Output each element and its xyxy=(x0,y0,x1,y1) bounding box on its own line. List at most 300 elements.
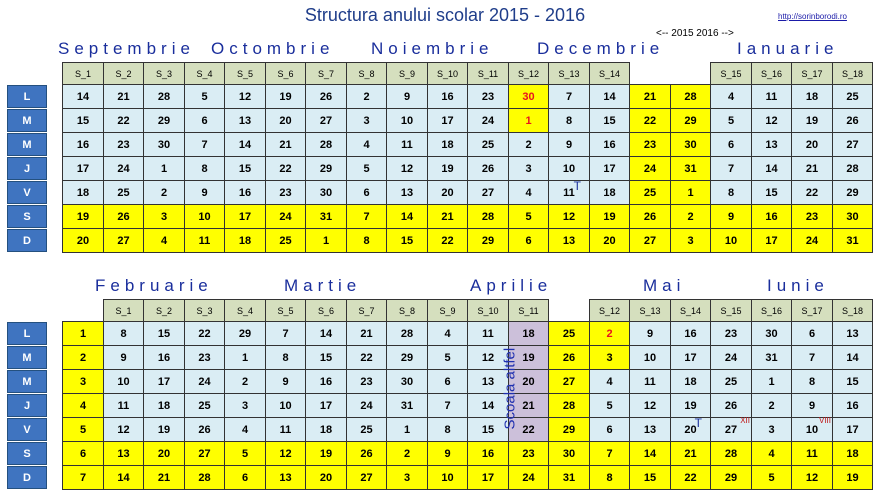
day-cell: 26 xyxy=(710,393,752,418)
day-cell: 5 xyxy=(346,156,387,181)
day-cell: 27 xyxy=(103,228,144,253)
day-cell: 11 xyxy=(629,369,671,394)
day-cell: 15 xyxy=(832,369,873,394)
day-cell: 22 xyxy=(265,156,306,181)
day-cell: 19 xyxy=(670,393,711,418)
week-header: S_9 xyxy=(427,299,468,322)
week-header: S_15 xyxy=(710,62,752,85)
day-cell: 20 xyxy=(62,228,104,253)
day-cell: 30 xyxy=(670,132,711,157)
day-cell: 7 xyxy=(184,132,225,157)
day-cell: 16 xyxy=(224,180,266,205)
day-cell: 11 xyxy=(184,228,225,253)
day-cell: 15 xyxy=(305,345,347,370)
week-header: S_13 xyxy=(629,299,671,322)
day-cell: 15 xyxy=(386,228,428,253)
day-cell: 16 xyxy=(427,84,468,109)
day-cell: 6 xyxy=(589,417,630,442)
month-label-ianuarie: Ianuarie xyxy=(737,39,839,58)
month-label-decembrie: Decembrie xyxy=(537,39,665,58)
day-cell: 9 xyxy=(265,369,306,394)
day-cell: 9 xyxy=(184,180,225,205)
day-cell: 21 xyxy=(143,465,185,490)
day-cell: 17 xyxy=(670,345,711,370)
day-cell: 13 xyxy=(751,132,792,157)
day-cell: 12 xyxy=(791,465,833,490)
week-header: S_8 xyxy=(346,62,387,85)
week-header: S_1 xyxy=(62,62,104,85)
day-cell: 7 xyxy=(791,345,833,370)
day-cell: 25 xyxy=(184,393,225,418)
weekday-label: J xyxy=(7,394,47,417)
day-cell: 22 xyxy=(346,345,387,370)
day-cell: 20 xyxy=(265,108,306,133)
day-cell: 22 xyxy=(670,465,711,490)
day-cell: 16 xyxy=(467,441,509,466)
day-cell: 26 xyxy=(346,441,387,466)
day-cell: 5 xyxy=(427,345,468,370)
day-cell: 2 xyxy=(589,321,630,346)
day-cell: 4 xyxy=(751,441,792,466)
day-cell: 15 xyxy=(224,156,266,181)
week-header: S_6 xyxy=(265,62,306,85)
day-cell: 28 xyxy=(832,156,873,181)
day-cell: 18 xyxy=(62,180,104,205)
day-cell: 18 xyxy=(224,228,266,253)
day-cell: 18 xyxy=(143,393,185,418)
week-header: S_4 xyxy=(224,299,266,322)
weekday-label: M xyxy=(7,370,47,393)
day-cell: 18 xyxy=(305,417,347,442)
day-cell: 17 xyxy=(589,156,630,181)
day-cell: 30 xyxy=(832,204,873,229)
day-cell: 8 xyxy=(103,321,144,346)
day-cell: 11 xyxy=(467,321,509,346)
day-cell: 28 xyxy=(710,441,752,466)
day-cell: 11 xyxy=(386,132,428,157)
day-cell: 3 xyxy=(589,345,630,370)
month-label-septembrie: Septembrie xyxy=(58,39,195,58)
day-cell: 13 xyxy=(386,180,428,205)
day-cell: 8 xyxy=(589,465,630,490)
day-cell: 13 xyxy=(265,465,306,490)
weekday-label: J xyxy=(7,157,47,180)
day-cell: 3 xyxy=(386,465,428,490)
day-cell: 14 xyxy=(629,441,671,466)
scoala-altfel-label: Scoala xyxy=(501,383,519,430)
day-cell: 13 xyxy=(629,417,671,442)
day-cell: 4 xyxy=(710,84,752,109)
day-cell: 28 xyxy=(670,84,711,109)
day-cell: 6 xyxy=(184,108,225,133)
day-cell: 14 xyxy=(305,321,347,346)
day-cell: 3 xyxy=(508,156,549,181)
day-cell: 1 xyxy=(224,345,266,370)
day-cell: 21 xyxy=(508,393,549,418)
day-cell: 12 xyxy=(265,441,306,466)
day-cell: 6 xyxy=(710,132,752,157)
day-cell: 20 xyxy=(791,132,833,157)
day-cell: 20 xyxy=(305,465,347,490)
year-transition-note: <-- 2015 2016 --> xyxy=(656,28,734,39)
day-cell: 21 xyxy=(103,84,144,109)
day-cell: 4 xyxy=(508,180,549,205)
day-cell: 2 xyxy=(670,204,711,229)
day-cell: 7 xyxy=(265,321,306,346)
month-label-mai: Mai xyxy=(643,276,686,295)
day-cell: 8 xyxy=(548,108,590,133)
weekday-label: M xyxy=(7,109,47,132)
day-cell: 25 xyxy=(346,417,387,442)
day-cell: 3 xyxy=(62,369,104,394)
day-cell: 5 xyxy=(589,393,630,418)
day-cell: 11 xyxy=(103,393,144,418)
day-cell: 29 xyxy=(305,156,347,181)
day-cell: 22 xyxy=(791,180,833,205)
day-cell: 23 xyxy=(467,84,509,109)
week-header: S_7 xyxy=(346,299,387,322)
day-cell: 12 xyxy=(224,84,266,109)
day-cell: 24 xyxy=(265,204,306,229)
day-cell: 15 xyxy=(467,417,509,442)
week-header: S_17 xyxy=(791,62,833,85)
day-cell: 7 xyxy=(548,84,590,109)
day-cell: 29 xyxy=(710,465,752,490)
day-cell: 17 xyxy=(224,204,266,229)
day-cell: 19 xyxy=(589,204,630,229)
day-cell: 19 xyxy=(832,465,873,490)
day-cell: 25 xyxy=(548,321,590,346)
day-cell: 8 xyxy=(427,417,468,442)
day-cell: 26 xyxy=(467,156,509,181)
day-cell: 9 xyxy=(791,393,833,418)
day-cell: 9 xyxy=(386,84,428,109)
week-header: S_5 xyxy=(265,299,306,322)
day-cell: 10 xyxy=(629,345,671,370)
day-cell: 20 xyxy=(143,441,185,466)
month-label-februarie: Februarie xyxy=(95,276,213,295)
week-header: S_7 xyxy=(305,62,347,85)
day-cell: 2 xyxy=(508,132,549,157)
day-cell: 7 xyxy=(427,393,468,418)
day-cell: 1 xyxy=(305,228,347,253)
week-header: S_3 xyxy=(184,299,225,322)
day-cell: 6 xyxy=(791,321,833,346)
day-cell: 4 xyxy=(143,228,185,253)
day-cell: 12 xyxy=(386,156,428,181)
day-cell: 14 xyxy=(103,465,144,490)
day-cell: 12 xyxy=(629,393,671,418)
day-cell: 3 xyxy=(224,393,266,418)
day-cell: 27 XII xyxy=(710,417,752,442)
day-cell: 27 xyxy=(467,180,509,205)
day-cell: 5 xyxy=(184,84,225,109)
day-cell: 13 xyxy=(103,441,144,466)
day-cell: 6 xyxy=(427,369,468,394)
day-cell: 16 xyxy=(305,369,347,394)
day-marker: T xyxy=(694,416,702,430)
day-cell: 7 xyxy=(589,441,630,466)
day-cell: 6 xyxy=(62,441,104,466)
day-cell: 31 xyxy=(832,228,873,253)
day-cell: 7 xyxy=(62,465,104,490)
day-cell: 26 xyxy=(548,345,590,370)
day-cell: 6 xyxy=(224,465,266,490)
week-header: S_13 xyxy=(548,62,590,85)
day-cell: 4 xyxy=(224,417,266,442)
month-label-martie: Martie xyxy=(284,276,362,295)
week-header: S_2 xyxy=(103,62,144,85)
day-cell: 15 xyxy=(589,108,630,133)
day-cell: 16 xyxy=(832,393,873,418)
day-cell: 23 xyxy=(508,441,549,466)
week-header: S_11 xyxy=(467,62,509,85)
day-cell: 30 xyxy=(143,132,185,157)
day-cell: 3 xyxy=(670,228,711,253)
day-cell: 16 xyxy=(589,132,630,157)
day-cell: 25 xyxy=(710,369,752,394)
day-cell: 31 xyxy=(386,393,428,418)
day-cell: 12 xyxy=(467,345,509,370)
week-header: S_10 xyxy=(427,62,468,85)
week-header: S_14 xyxy=(589,62,630,85)
day-cell: 30 xyxy=(751,321,792,346)
day-cell: 3 xyxy=(346,108,387,133)
day-cell: 30 xyxy=(386,369,428,394)
day-cell: 28 xyxy=(548,393,590,418)
day-cell: 26 xyxy=(629,204,671,229)
day-cell: 26 xyxy=(305,84,347,109)
week-header: S_4 xyxy=(184,62,225,85)
weekday-label: V xyxy=(7,181,47,204)
day-marker: XII xyxy=(740,416,750,425)
day-cell: 2 xyxy=(143,180,185,205)
day-cell: 10 xyxy=(265,393,306,418)
day-cell: 22 xyxy=(427,228,468,253)
day-cell: 28 xyxy=(386,321,428,346)
day-cell: 2 xyxy=(346,84,387,109)
day-cell: 14 xyxy=(832,345,873,370)
day-cell: 28 xyxy=(467,204,509,229)
day-cell: 12 xyxy=(548,204,590,229)
day-cell: 5 xyxy=(710,108,752,133)
day-cell: 2 xyxy=(224,369,266,394)
day-cell: 11 xyxy=(791,441,833,466)
day-cell: 20 xyxy=(427,180,468,205)
week-header: S_16 xyxy=(751,62,792,85)
day-cell: 17 xyxy=(305,393,347,418)
day-cell: 29 xyxy=(548,417,590,442)
week-header: S_1 xyxy=(103,299,144,322)
day-cell: 31 xyxy=(548,465,590,490)
day-cell: 5 xyxy=(508,204,549,229)
page-title: Structura anului scolar 2015 - 2016 xyxy=(304,5,586,25)
day-cell: 9 xyxy=(103,345,144,370)
day-cell: 31 xyxy=(751,345,792,370)
day-cell: 18 xyxy=(791,84,833,109)
day-cell: 23 xyxy=(791,204,833,229)
day-cell: 17 xyxy=(467,465,509,490)
day-cell: 19 xyxy=(305,441,347,466)
day-cell: 27 xyxy=(548,369,590,394)
day-cell: 24 xyxy=(103,156,144,181)
day-cell: 8 xyxy=(184,156,225,181)
day-cell: 9 xyxy=(710,204,752,229)
day-cell: 19 xyxy=(427,156,468,181)
day-cell: 13 xyxy=(548,228,590,253)
day-cell: 3 xyxy=(143,204,185,229)
day-cell: 10 xyxy=(710,228,752,253)
day-cell: 17 xyxy=(832,417,873,442)
day-cell: 19 xyxy=(265,84,306,109)
day-cell: 10 xyxy=(184,204,225,229)
day-cell: 11 xyxy=(751,84,792,109)
day-cell: 18 xyxy=(670,369,711,394)
day-cell: 26 xyxy=(103,204,144,229)
day-cell: 25 xyxy=(832,84,873,109)
day-cell: 29 xyxy=(224,321,266,346)
day-cell: 21 xyxy=(427,204,468,229)
weekday-label: D xyxy=(7,466,47,489)
week-header: S_5 xyxy=(224,62,266,85)
day-cell: 14 xyxy=(224,132,266,157)
day-cell: 26 xyxy=(184,417,225,442)
day-cell: 25 xyxy=(103,180,144,205)
day-cell: 18 xyxy=(508,321,549,346)
day-cell: 6 xyxy=(346,180,387,205)
day-cell: 18 xyxy=(427,132,468,157)
week-header: S_11 xyxy=(508,299,549,322)
day-cell: 12 xyxy=(103,417,144,442)
day-cell: 1 xyxy=(386,417,428,442)
day-cell: 5 xyxy=(224,441,266,466)
day-cell: 14 xyxy=(386,204,428,229)
day-cell: 5 xyxy=(751,465,792,490)
day-cell: 23 xyxy=(710,321,752,346)
day-cell: 14 xyxy=(751,156,792,181)
day-cell: 2 xyxy=(386,441,428,466)
day-cell: 26 xyxy=(832,108,873,133)
day-cell: 16 xyxy=(62,132,104,157)
day-cell: 18 xyxy=(832,441,873,466)
day-cell: 9 xyxy=(629,321,671,346)
day-cell: 17 xyxy=(427,108,468,133)
day-cell: 23 xyxy=(629,132,671,157)
day-cell: 24 xyxy=(184,369,225,394)
day-cell: 21 xyxy=(629,84,671,109)
day-cell: 5 xyxy=(62,417,104,442)
day-cell: 1 xyxy=(143,156,185,181)
month-label-octombrie: Octombrie xyxy=(211,39,335,58)
day-cell: 13 xyxy=(467,369,509,394)
day-cell: 10 xyxy=(386,108,428,133)
day-cell: 29 xyxy=(143,108,185,133)
day-cell: 1 xyxy=(751,369,792,394)
day-cell: 24 xyxy=(629,156,671,181)
day-cell: 7 xyxy=(346,204,387,229)
day-cell: 15 xyxy=(751,180,792,205)
day-cell: 8 xyxy=(791,369,833,394)
day-cell: 10 VIII xyxy=(791,417,833,442)
day-cell: 11 T xyxy=(548,180,590,205)
day-cell: 30 xyxy=(305,180,347,205)
month-label-aprilie: Aprilie xyxy=(470,276,553,295)
month-label-iunie: Iunie xyxy=(767,276,829,295)
day-cell: 4 xyxy=(589,369,630,394)
day-cell: 14 xyxy=(467,393,509,418)
day-cell: 1 xyxy=(62,321,104,346)
week-header: S_14 xyxy=(670,299,711,322)
day-cell: 20 T xyxy=(670,417,711,442)
day-cell: 21 xyxy=(670,441,711,466)
week-header: S_9 xyxy=(386,62,428,85)
weekday-label: S xyxy=(7,205,47,228)
day-cell: 19 xyxy=(508,345,549,370)
day-cell: 24 xyxy=(346,393,387,418)
day-cell: 29 xyxy=(832,180,873,205)
day-cell: 24 xyxy=(791,228,833,253)
day-cell: 18 xyxy=(589,180,630,205)
day-cell: 27 xyxy=(629,228,671,253)
week-header: S_16 xyxy=(751,299,792,322)
weekday-label: M xyxy=(7,133,47,156)
weekday-label: L xyxy=(7,322,47,345)
day-cell: 4 xyxy=(427,321,468,346)
day-cell: 2 xyxy=(62,345,104,370)
day-cell: 4 xyxy=(346,132,387,157)
day-cell: 29 xyxy=(670,108,711,133)
day-cell: 17 xyxy=(62,156,104,181)
day-cell: 21 xyxy=(346,321,387,346)
day-cell: 27 xyxy=(346,465,387,490)
day-cell: 13 xyxy=(832,321,873,346)
day-cell: 20 xyxy=(589,228,630,253)
week-header: S_8 xyxy=(386,299,428,322)
day-cell: 19 xyxy=(62,204,104,229)
day-cell: 24 xyxy=(710,345,752,370)
day-cell: 27 xyxy=(184,441,225,466)
day-cell: 28 xyxy=(143,84,185,109)
day-cell: 22 xyxy=(508,417,549,442)
weekday-label: V xyxy=(7,418,47,441)
day-cell: 2 xyxy=(751,393,792,418)
day-cell: 24 xyxy=(508,465,549,490)
day-cell: 3 xyxy=(751,417,792,442)
week-header: S_15 xyxy=(710,299,752,322)
day-cell: 9 xyxy=(427,441,468,466)
day-cell: 10 xyxy=(103,369,144,394)
week-header: S_12 xyxy=(508,62,549,85)
week-header: S_18 xyxy=(832,62,873,85)
day-cell: 23 xyxy=(346,369,387,394)
day-cell: 6 xyxy=(508,228,549,253)
day-cell: 21 xyxy=(265,132,306,157)
weekday-label: D xyxy=(7,229,47,252)
day-cell: 27 xyxy=(832,132,873,157)
day-cell: 23 xyxy=(265,180,306,205)
day-cell: 24 xyxy=(467,108,509,133)
week-header: S_6 xyxy=(305,299,347,322)
month-label-noiembrie: Noiembrie xyxy=(371,39,494,58)
day-cell: 17 xyxy=(143,369,185,394)
day-cell: 20 xyxy=(508,369,549,394)
website-link[interactable]: http://sorinborodi.ro xyxy=(778,12,847,21)
day-cell: 1 xyxy=(670,180,711,205)
day-cell: 16 xyxy=(751,204,792,229)
week-header: S_17 xyxy=(791,299,833,322)
day-cell: 31 xyxy=(670,156,711,181)
day-cell: 30 xyxy=(548,441,590,466)
